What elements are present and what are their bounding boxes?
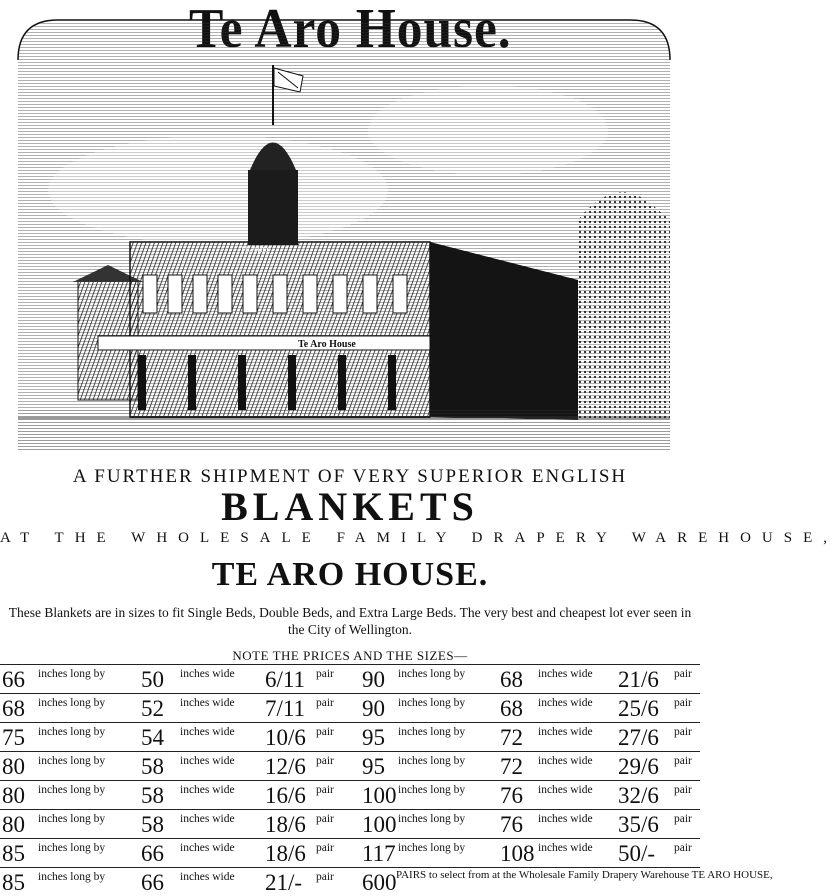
wide-label: inches wide: [180, 755, 235, 767]
price-2: 32/6: [618, 783, 659, 808]
table-row: [0, 722, 700, 751]
upper-sign: TE ARO: [240, 245, 269, 254]
pair-label: pair: [316, 784, 334, 796]
pair-label: pair: [674, 726, 692, 738]
pair-label: pair: [316, 668, 334, 680]
pair-label: pair: [674, 784, 692, 796]
price-1: 18/6: [265, 812, 306, 837]
price-1: 18/6: [265, 841, 306, 866]
wide-label: inches wide: [538, 668, 593, 680]
price-1: 7/11: [265, 696, 306, 721]
headline-blankets: BLANKETS: [221, 484, 479, 529]
wide-label: inches wide: [180, 726, 235, 738]
length-1: 75: [2, 725, 25, 750]
trees: [578, 192, 670, 420]
width-2: 72: [500, 754, 523, 779]
wide-label: inches wide: [180, 871, 235, 883]
pair-label: pair: [316, 755, 334, 767]
pair-label: pair: [316, 697, 334, 709]
building-engraving: [18, 20, 670, 450]
price-1: 16/6: [265, 783, 306, 808]
wide-label: inches wide: [180, 813, 235, 825]
description: These Blankets are in sizes to fit Single Beds, Double Beds, and Extra Large Beds. The very best and cheapest lot ever seen in the City of Wellington.: [8, 605, 692, 637]
wide-label: inches wide: [538, 842, 593, 854]
wide-label: inches wide: [538, 755, 593, 767]
headline-te-aro-house: TE ARO HOUSE.: [211, 556, 489, 593]
price-1: 12/6: [265, 754, 306, 779]
wide-label: inches wide: [180, 842, 235, 854]
length-2: 90: [362, 667, 385, 692]
wide-label: inches wide: [538, 697, 593, 709]
pair-label: pair: [674, 668, 692, 680]
price-1: 6/11: [265, 667, 306, 692]
width-1: 54: [141, 725, 164, 750]
length-1: 80: [2, 783, 25, 808]
width-1: 58: [141, 754, 164, 779]
price-2: 29/6: [618, 754, 659, 779]
long-by-label: inches long by: [38, 842, 106, 854]
main-building: [130, 242, 430, 417]
width-1: 66: [141, 841, 164, 866]
length-2: 95: [362, 725, 385, 750]
length-1: 85: [2, 870, 25, 895]
long-by-label: inches long by: [398, 697, 466, 709]
pair-label: pair: [316, 842, 334, 854]
wide-label: inches wide: [180, 668, 235, 680]
width-1: 58: [141, 812, 164, 837]
width-1: 50: [141, 667, 164, 692]
width-2: 68: [500, 696, 523, 721]
wide-label: inches wide: [180, 784, 235, 796]
price-2: 27/6: [618, 725, 659, 750]
length-1: 80: [2, 754, 25, 779]
width-2: 108: [500, 841, 535, 866]
wide-label: inches wide: [538, 784, 593, 796]
long-by-label: inches long by: [398, 726, 466, 738]
length-2: 90: [362, 696, 385, 721]
price-2: 35/6: [618, 812, 659, 837]
length-2: 100: [362, 783, 397, 808]
width-1: 58: [141, 783, 164, 808]
long-by-label: inches long by: [398, 842, 466, 854]
shop-sign: Te Aro House: [298, 339, 356, 350]
width-2: 72: [500, 725, 523, 750]
wide-label: inches wide: [180, 697, 235, 709]
pair-label: pair: [674, 755, 692, 767]
width-2: 76: [500, 812, 523, 837]
table-row: [0, 809, 700, 838]
pairs-count: 600: [362, 870, 397, 895]
pairs-note: PAIRS to select from at the Wholesale Family Drapery Warehouse TE ARO HOUSE,: [396, 869, 773, 881]
width-1: 66: [141, 870, 164, 895]
length-1: 68: [2, 696, 25, 721]
long-by-label: inches long by: [38, 813, 106, 825]
headline-warehouse: AT THE WHOLESALE FAMILY DRAPERY WAREHOUSE,: [0, 530, 838, 546]
price-table: [0, 664, 773, 896]
table-row-last: [0, 867, 773, 896]
length-2: 117: [362, 841, 396, 866]
tower: [248, 170, 298, 245]
long-by-label: inches long by: [398, 813, 466, 825]
length-1: 66: [2, 667, 25, 692]
width-1: 52: [141, 696, 164, 721]
length-2: 95: [362, 754, 385, 779]
long-by-label: inches long by: [38, 697, 106, 709]
pair-label: pair: [316, 871, 334, 883]
table-row: [0, 838, 700, 867]
length-1: 85: [2, 841, 25, 866]
price-2: 21/6: [618, 667, 659, 692]
long-by-label: inches long by: [398, 755, 466, 767]
table-row: [0, 751, 700, 780]
pair-label: pair: [316, 813, 334, 825]
width-2: 68: [500, 667, 523, 692]
length-1: 80: [2, 812, 25, 837]
long-by-label: inches long by: [38, 668, 106, 680]
price-1: 21/-: [265, 870, 303, 895]
width-2: 76: [500, 783, 523, 808]
pair-label: pair: [674, 813, 692, 825]
wide-label: inches wide: [538, 813, 593, 825]
street: [18, 410, 670, 450]
long-by-label: inches long by: [38, 871, 106, 883]
table-row: [0, 693, 700, 722]
price-2: 50/-: [618, 841, 656, 866]
long-by-label: inches long by: [38, 755, 106, 767]
long-by-label: inches long by: [398, 784, 466, 796]
table-row: [0, 780, 700, 809]
long-by-label: inches long by: [398, 668, 466, 680]
price-note: NOTE THE PRICES AND THE SIZES—: [232, 648, 468, 663]
price-1: 10/6: [265, 725, 306, 750]
headline-line-1: A FURTHER SHIPMENT OF VERY SUPERIOR ENGLISH: [72, 466, 628, 487]
long-by-label: inches long by: [38, 784, 106, 796]
long-by-label: inches long by: [38, 726, 106, 738]
price-2: 25/6: [618, 696, 659, 721]
pair-label: pair: [674, 842, 692, 854]
pair-label: pair: [316, 726, 334, 738]
wide-label: inches wide: [538, 726, 593, 738]
pair-label: pair: [674, 697, 692, 709]
length-2: 100: [362, 812, 397, 837]
table-row: [0, 664, 700, 693]
